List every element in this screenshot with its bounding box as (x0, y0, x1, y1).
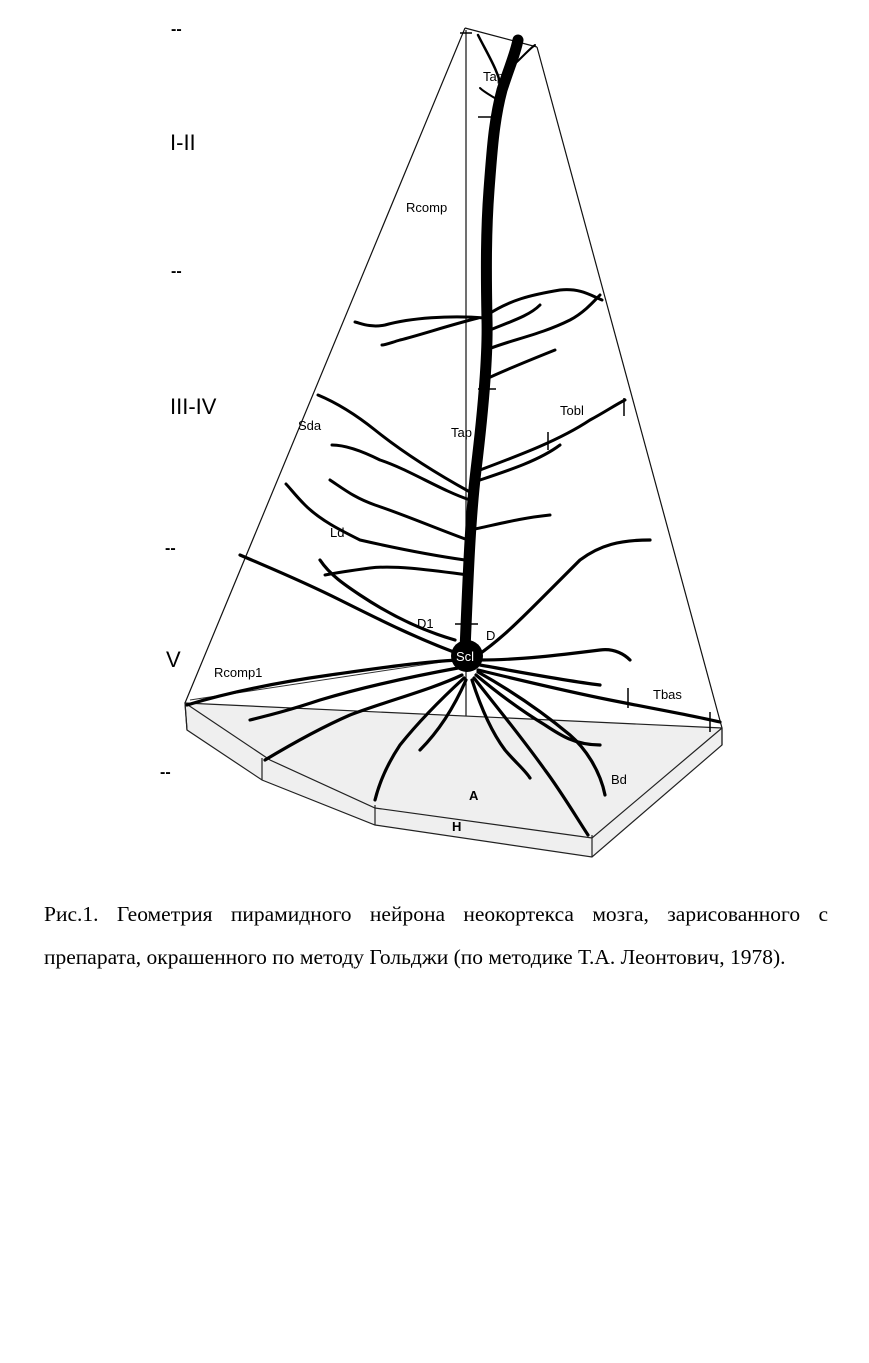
label-d1: D1 (417, 616, 434, 631)
label-tobl: Tobl (560, 403, 584, 418)
label-a: A (469, 788, 479, 803)
label-bd: Bd (611, 772, 627, 787)
figure-caption: Рис.1. Геометрия пирамидного нейрона неокортекса мозга, зарисованного с препарата, окрашенного по методу Гольджи (по методике Т.А. Леонтович, 1978). (44, 902, 828, 969)
layer-label-iii-iv: III-IV (170, 394, 217, 419)
cone-outline (185, 28, 722, 810)
layer-tick: -- (171, 21, 182, 38)
label-tap-top: Tap (483, 69, 504, 84)
label-h: H (452, 819, 462, 834)
layer-tick: -- (171, 263, 182, 280)
label-tap-mid: Tap (451, 425, 472, 440)
label-rcomp1: Rcomp1 (214, 665, 263, 680)
label-d: D (486, 628, 496, 643)
label-scl: Scl (456, 649, 475, 664)
apical-dendrite (465, 35, 535, 650)
label-tbas: Tbas (653, 687, 682, 702)
layer-tick: -- (160, 764, 171, 781)
layer-label-v: V (166, 647, 181, 672)
label-rcomp: Rcomp (406, 200, 448, 215)
label-ld: Ld (330, 525, 345, 540)
layer-tick: -- (165, 540, 176, 557)
label-sda: Sda (298, 418, 322, 433)
layer-labels (166, 130, 217, 672)
layer-label-i-ii: I-II (170, 130, 196, 155)
